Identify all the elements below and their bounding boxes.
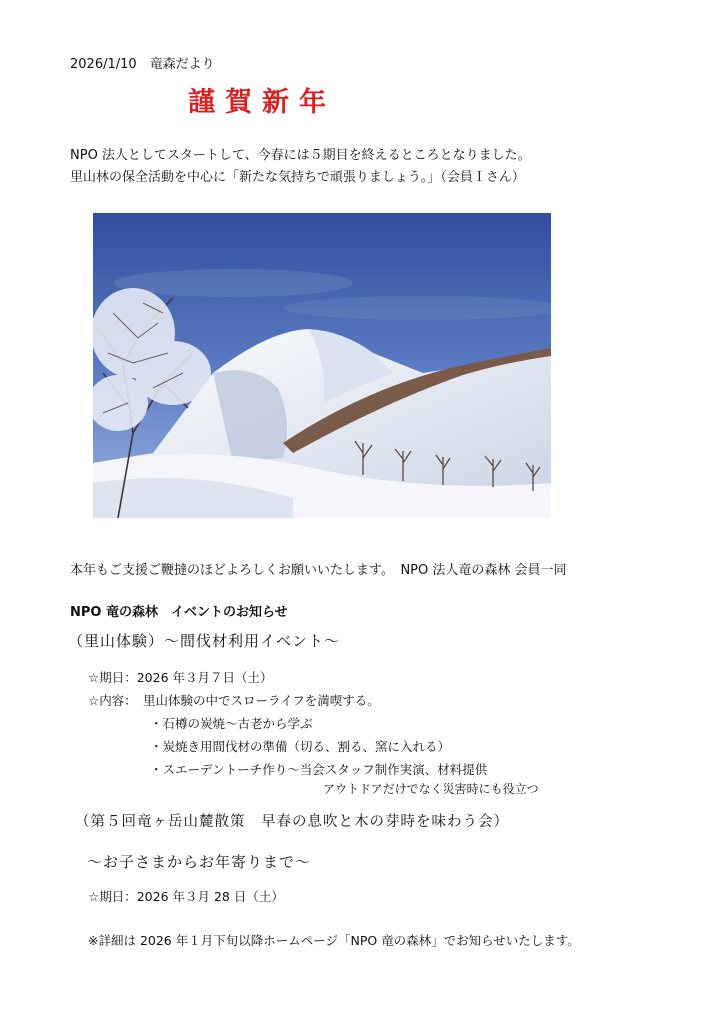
snowy-mountain-photo (93, 213, 551, 518)
page-title: 謹賀新年 (188, 87, 336, 118)
events-heading: NPO 竜の森林 イベントのお知らせ (70, 605, 288, 620)
event1-title: （里山体験）～間伐材利用イベント～ (68, 632, 341, 650)
intro-line-2: 里山林の保全活動を中心に「新たな気持ちで頑張りましょう。」（会員Ｉさん） (70, 170, 525, 185)
event2-title: （第５回竜ヶ岳山麓散策 早春の息吹と木の芽時を味わう会） (75, 814, 509, 830)
intro-line-1: NPO 法人としてスタートして、今春には５期目を終えるところとなりました。 (70, 148, 531, 163)
event1-item: ・スエーデントーチ作り～当会スタッフ制作実演、材料提供 (150, 762, 488, 777)
new-year-greeting: 本年もご支援ご鞭撻のほどよろしくお願いいたします。 NPO 法人竜の森林 会員一同 (70, 563, 567, 578)
event2-subtitle: ～お子さまからお年寄りまで～ (87, 853, 312, 871)
event1-item: ・石樽の炭焼～古老から学ぶ (150, 716, 313, 731)
newsletter-date-line: 2026/1/10 竜森だより (70, 57, 215, 72)
event1-date: ☆期日：2026 年３月７日（土） (88, 670, 273, 685)
event1-note: アウトドアだけでなく災害時にも役立つ (323, 782, 539, 796)
event2-date: ☆期日：2026 年３月 28 日（土） (88, 889, 284, 904)
event1-item: ・炭焼き用間伐材の準備（切る、割る、窯に入れる） (150, 739, 451, 754)
event1-content: ☆内容： 里山体験の中でスローライフを満喫する。 (88, 693, 380, 708)
details-notice: ※詳細は 2026 年１月下旬以降ホームページ「NPO 竜の森林」でお知らせいたします。 (88, 933, 580, 948)
